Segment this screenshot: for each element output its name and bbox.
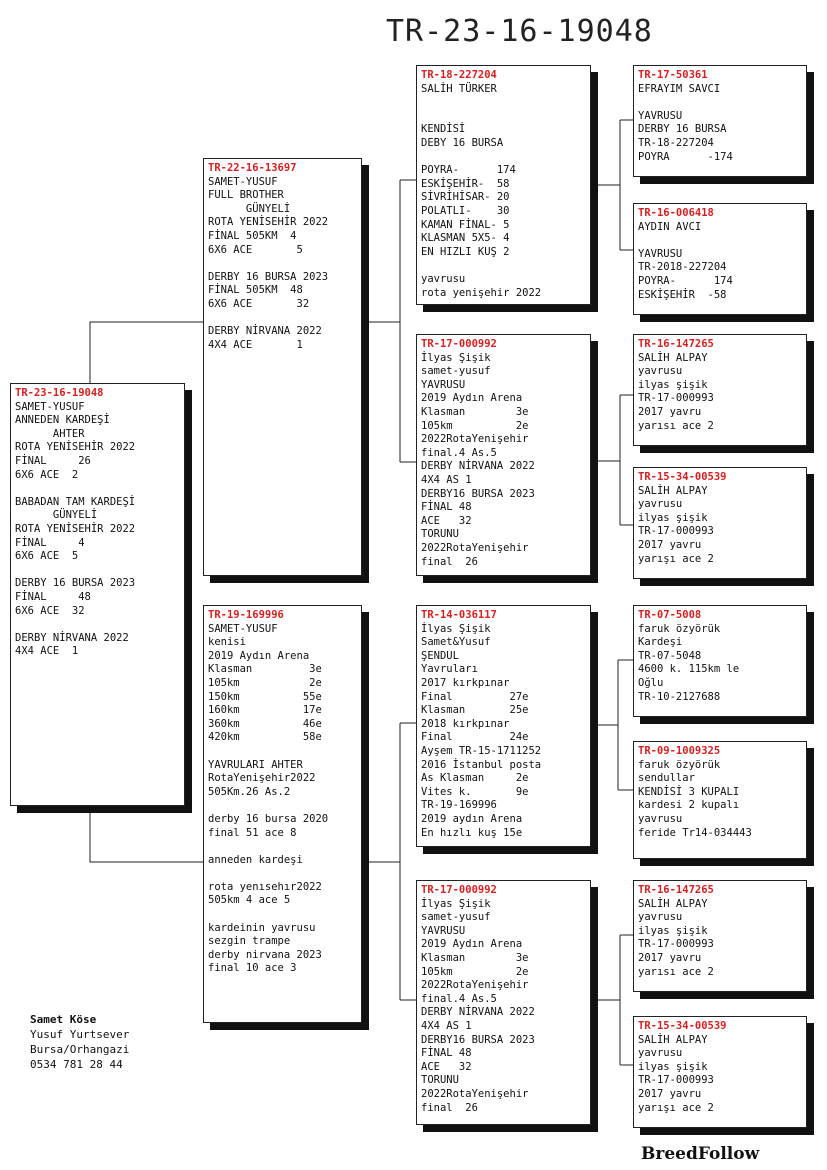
pedigree-line: RotaYenişehir2022: [208, 772, 316, 785]
pedigree-sds-box[interactable]: [633, 334, 807, 446]
pedigree-line: DERBY NİRVANA 2022: [15, 631, 129, 644]
pedigree-line: SALİH ALPAY: [638, 484, 708, 497]
pedigree-line: yavrusu: [638, 498, 683, 511]
pedigree-line: ROTA YENİSEHİR 2022: [15, 441, 136, 454]
brand-logo: BreedFollow: [641, 1144, 760, 1164]
pedigree-line: [208, 745, 357, 759]
pedigree-line: [15, 564, 180, 578]
pedigree-line: 6X6 ACE 32: [15, 604, 85, 617]
pedigree-line: ANNEDEN KARDEŞİ: [15, 414, 110, 427]
pedigree-line: DERBY NİRVANA 2022: [421, 460, 535, 473]
pedigree-line: samet-yusuf: [421, 365, 491, 378]
pedigree-line: TR-10-2127688: [638, 690, 721, 703]
pedigree-line: [208, 840, 357, 854]
pedigree-line: ilyas şişik: [638, 378, 708, 391]
pedigree-line: Klasman 3e: [208, 663, 322, 676]
pedigree-line: feride Tr14-034443: [638, 826, 752, 839]
pedigree-line: yavrusu: [638, 1047, 683, 1060]
ring-number: TR-17-000992: [421, 338, 497, 350]
pedigree-line: TR-17-000993: [638, 392, 714, 405]
pedigree-line: yarışı ace 2: [638, 1101, 714, 1114]
pedigree-line: 6X6 ACE 5: [208, 243, 303, 256]
ring-number: TR-16-147265: [638, 338, 714, 350]
ring-number: TR-15-34-00539: [638, 471, 727, 483]
pedigree-line: BABADAN TAM KARDEŞİ: [15, 495, 136, 508]
pedigree-line: POYRA -174: [638, 150, 733, 163]
pedigree-line: 4X4 AS 1: [421, 1019, 472, 1032]
pedigree-line: final.4 As.5: [421, 446, 497, 459]
pedigree-line: FİNAL 4: [15, 536, 85, 549]
pedigree-line: 2022RotaYenişehir: [421, 979, 529, 992]
pedigree-line: FİNAL 26: [15, 454, 91, 467]
pedigree-line: derby nirvana 2023: [208, 948, 322, 961]
pedigree-line: ROTA YENİSEHİR 2022: [15, 522, 136, 535]
pedigree-line: final 26: [421, 1101, 478, 1114]
pedigree-line: Yavruları: [421, 663, 478, 676]
pedigree-line: SAMET-YUSUF: [208, 175, 278, 188]
pedigree-line: FİNAL 48: [421, 1047, 472, 1060]
pedigree-line: yavrusu: [638, 911, 683, 924]
pedigree-line: samet-yusuf: [421, 911, 491, 924]
pedigree-line: DERBY 16 BURSA 2023: [15, 577, 136, 590]
pedigree-line: DERBY NİRVANA 2022: [208, 325, 322, 338]
pedigree-line: rota yenişehir 2022: [421, 286, 542, 299]
pedigree-line: 2019 aydın Arena: [421, 812, 523, 825]
pedigree-line: As Klasman 2e: [421, 772, 529, 785]
pedigree-line: 2019 Aydın Arena: [421, 392, 523, 405]
ring-number: TR-23-16-19048: [15, 387, 104, 399]
pedigree-line: [208, 867, 357, 881]
pedigree-line: SALİH ALPAY: [638, 351, 708, 364]
pedigree-line: 2017 yavru: [638, 405, 702, 418]
pedigree-line: [208, 312, 357, 326]
pedigree-dss-box[interactable]: [633, 605, 807, 717]
pedigree-line: YAVRUSU: [421, 378, 466, 391]
pedigree-line: Klasman 25e: [421, 704, 529, 717]
pedigree-line: Vites k. 9e: [421, 785, 529, 798]
ring-number: TR-17-50361: [638, 69, 708, 81]
owner-line: Yusuf Yurtsever: [30, 1028, 130, 1041]
pedigree-line: POYRA- 174: [421, 164, 516, 177]
pedigree-line: 4X4 ACE 1: [15, 645, 79, 658]
pedigree-line: POLATLI- 30: [421, 204, 510, 217]
pedigree-line: kardeinin yavrusu: [208, 921, 316, 934]
pedigree-line: [208, 257, 357, 271]
pedigree-line: TORUNU: [421, 1074, 459, 1087]
pedigree-line: 2017 yavru: [638, 1087, 702, 1100]
pedigree-line: ilyas şişik: [638, 1060, 708, 1073]
pedigree-line: DERBY 16 BURSA: [638, 123, 727, 136]
pedigree-line: YAVRUSU: [638, 247, 683, 260]
page-title: TR-23-16-19048: [386, 14, 653, 49]
pedigree-line: 105km 2e: [421, 965, 529, 978]
pedigree-line: 105km 2e: [208, 676, 322, 689]
pedigree-line: 4X4 ACE 1: [208, 338, 303, 351]
pedigree-line: 2019 Aydın Arena: [208, 649, 310, 662]
pedigree-line: 2016 İstanbul posta: [421, 758, 542, 771]
pedigree-line: SALİH ALPAY: [638, 897, 708, 910]
pedigree-ddd-box[interactable]: [633, 1016, 807, 1128]
pedigree-line: Ayşem TR-15-1711252: [421, 744, 542, 757]
pedigree-line: [421, 96, 586, 110]
pedigree-line: ROTA YENİSEHİR 2022: [208, 216, 329, 229]
pedigree-line: ŞENDUL: [421, 649, 459, 662]
pedigree-line: yarışı ace 2: [638, 552, 714, 565]
pedigree-line: 2022RotaYenişehir: [421, 1087, 529, 1100]
pedigree-subject-box[interactable]: [10, 383, 185, 806]
owner-name: Samet Köse: [30, 1013, 97, 1026]
pedigree-line: sezgin trampe: [208, 935, 291, 948]
pedigree-line: SAMET-YUSUF: [208, 622, 278, 635]
ring-number: TR-17-000992: [421, 884, 497, 896]
pedigree-sss-box[interactable]: [633, 65, 807, 177]
pedigree-line: FİNAL 48: [421, 501, 472, 514]
pedigree-line: YAVRUSU: [421, 924, 466, 937]
pedigree-line: [421, 151, 586, 165]
pedigree-line: yarısı ace 2: [638, 965, 714, 978]
pedigree-dam-box[interactable]: [203, 605, 362, 1023]
pedigree-line: [638, 234, 802, 248]
pedigree-line: 2017 yavru: [638, 538, 702, 551]
pedigree-line: ACE 32: [421, 1060, 472, 1073]
pedigree-line: DERBY NİRVANA 2022: [421, 1006, 535, 1019]
ring-number: TR-15-34-00539: [638, 1020, 727, 1032]
pedigree-sire-dam-box[interactable]: [416, 334, 591, 576]
pedigree-line: 2017 yavru: [638, 951, 702, 964]
pedigree-line: final 26: [421, 555, 478, 568]
pedigree-line: FİNAL 505KM 4: [208, 229, 297, 242]
ring-number: TR-16-147265: [638, 884, 714, 896]
pedigree-line: KENDİSİ: [421, 123, 466, 136]
pedigree-line: final 10 ace 3: [208, 962, 297, 975]
pedigree-ssd-box[interactable]: [633, 203, 807, 315]
pedigree-line: rota yenısehır2022: [208, 880, 322, 893]
pedigree-line: Klasman 3e: [421, 951, 529, 964]
pedigree-line: FULL BROTHER: [208, 189, 284, 202]
ring-number: TR-18-227204: [421, 69, 497, 81]
pedigree-line: TR-2018-227204: [638, 261, 727, 274]
ring-number: TR-19-169996: [208, 609, 284, 621]
pedigree-line: 6X6 ACE 5: [15, 550, 79, 563]
pedigree-line: 505Km.26 As.2: [208, 785, 291, 798]
pedigree-line: 505km 4 ace 5: [208, 894, 291, 907]
pedigree-line: [421, 110, 586, 124]
pedigree-line: SALİH ALPAY: [638, 1033, 708, 1046]
pedigree-line: SALİH TÜRKER: [421, 82, 497, 95]
pedigree-line: 2022RotaYenişehir: [421, 433, 529, 446]
pedigree-line: Oğlu: [638, 676, 664, 689]
pedigree-line: DERBY 16 BURSA 2023: [208, 270, 329, 283]
pedigree-line: Final 27e: [421, 690, 529, 703]
pedigree-dam-dam-box[interactable]: [416, 880, 591, 1125]
pedigree-sire-sire-box[interactable]: [416, 65, 591, 305]
pedigree-dsd-box[interactable]: [633, 741, 807, 859]
pedigree-line: Kardeşi: [638, 636, 683, 649]
ring-number: TR-22-16-13697: [208, 162, 297, 174]
pedigree-line: 6X6 ACE 32: [208, 297, 310, 310]
pedigree-line: yavrusu: [638, 812, 683, 825]
pedigree-line: FİNAL 48: [15, 590, 91, 603]
pedigree-line: ACE 32: [421, 514, 472, 527]
pedigree-line: yarısı ace 2: [638, 419, 714, 432]
pedigree-line: kenisi: [208, 636, 246, 649]
pedigree-sdd-box[interactable]: [633, 467, 807, 579]
pedigree-line: final 51 ace 8: [208, 826, 297, 839]
owner-line: Bursa/Orhangazi: [30, 1043, 130, 1056]
pedigree-dds-box[interactable]: [633, 880, 807, 992]
pedigree-line: kardesi 2 kupalı: [638, 799, 740, 812]
pedigree-line: ESKİŞEHİR- 58: [421, 177, 510, 190]
pedigree-line: yavrusu: [638, 365, 683, 378]
pedigree-line: yavrusu: [421, 272, 466, 285]
pedigree-line: 2022RotaYenişehir: [421, 541, 529, 554]
pedigree-sire-box[interactable]: [203, 158, 362, 576]
pedigree-line: derby 16 bursa 2020: [208, 812, 329, 825]
pedigree-dam-sire-box[interactable]: [416, 605, 591, 847]
pedigree-line: DEBY 16 BURSA: [421, 136, 504, 149]
pedigree-line: Final 24e: [421, 731, 529, 744]
pedigree-line: En hızlı kuş 15e: [421, 826, 523, 839]
pedigree-line: 4600 k. 115km le: [638, 663, 740, 676]
pedigree-line: [15, 482, 180, 496]
pedigree-line: İlyas Şişik: [421, 351, 491, 364]
pedigree-line: Klasman 3e: [421, 405, 529, 418]
pedigree-line: ESKİŞEHİR -58: [638, 288, 727, 301]
pedigree-line: KENDİSİ 3 KUPALI: [638, 785, 740, 798]
pedigree-line: EFRAYIM SAVCI: [638, 82, 721, 95]
pedigree-line: [208, 799, 357, 813]
pedigree-line: 2019 Aydın Arena: [421, 938, 523, 951]
pedigree-line: [421, 259, 586, 273]
pedigree-line: ilyas şişik: [638, 511, 708, 524]
pedigree-line: SAMET-YUSUF: [15, 400, 85, 413]
pedigree-line: TR-17-000993: [638, 938, 714, 951]
pedigree-line: 6X6 ACE 2: [15, 468, 79, 481]
ring-number: TR-14-036117: [421, 609, 497, 621]
pedigree-line: YAVRUSU: [638, 109, 683, 122]
pedigree-line: 420km 58e: [208, 731, 322, 744]
pedigree-line: 160km 17e: [208, 704, 322, 717]
pedigree-line: İlyas Şişik: [421, 897, 491, 910]
pedigree-line: KLASMAN 5X5- 4: [421, 232, 510, 245]
pedigree-line: DERBY16 BURSA 2023: [421, 487, 535, 500]
owner-phone: 0534 781 28 44: [30, 1058, 123, 1071]
pedigree-line: TR-17-000993: [638, 1074, 714, 1087]
pedigree-line: faruk özyörük: [638, 622, 721, 635]
pedigree-line: Samet&Yusuf: [421, 636, 491, 649]
pedigree-line: SİVRİHİSAR- 20: [421, 191, 510, 204]
pedigree-line: DERBY16 BURSA 2023: [421, 1033, 535, 1046]
pedigree-line: ilyas şişik: [638, 924, 708, 937]
pedigree-line: [208, 908, 357, 922]
pedigree-line: TR-18-227204: [638, 136, 714, 149]
pedigree-line: sendullar: [638, 772, 695, 785]
pedigree-line: AHTER: [15, 427, 85, 440]
pedigree-line: YAVRULARI AHTER: [208, 758, 303, 771]
pedigree-line: [15, 618, 180, 632]
pedigree-line: TR-07-5048: [638, 649, 702, 662]
pedigree-line: final.4 As.5: [421, 992, 497, 1005]
pedigree-line: faruk özyörük: [638, 758, 721, 771]
pedigree-line: KAMAN FİNAL- 5: [421, 218, 510, 231]
pedigree-line: EN HIZLI KUŞ 2: [421, 245, 510, 258]
pedigree-line: POYRA- 174: [638, 274, 733, 287]
owner-contact: [30, 1012, 129, 1072]
pedigree-line: 2017 kırkpınar: [421, 676, 510, 689]
pedigree-line: GÜNYELİ: [15, 509, 98, 522]
pedigree-line: İlyas Şişik: [421, 622, 491, 635]
pedigree-line: [638, 96, 802, 110]
pedigree-line: 360km 46e: [208, 717, 322, 730]
ring-number: TR-07-5008: [638, 609, 702, 621]
pedigree-line: 4X4 AS 1: [421, 473, 472, 486]
ring-number: TR-16-006418: [638, 207, 714, 219]
pedigree-line: GÜNYELİ: [208, 202, 291, 215]
pedigree-line: 105km 2e: [421, 419, 529, 432]
ring-number: TR-09-1009325: [638, 745, 721, 757]
pedigree-line: 2018 kırkpınar: [421, 717, 510, 730]
pedigree-line: AYDIN AVCI: [638, 220, 702, 233]
pedigree-line: TR-17-000993: [638, 525, 714, 538]
pedigree-line: 150km 55e: [208, 690, 322, 703]
pedigree-line: TR-19-169996: [421, 799, 497, 812]
pedigree-line: anneden kardeşi: [208, 853, 303, 866]
pedigree-line: FİNAL 505KM 48: [208, 284, 303, 297]
pedigree-line: TORUNU: [421, 528, 459, 541]
